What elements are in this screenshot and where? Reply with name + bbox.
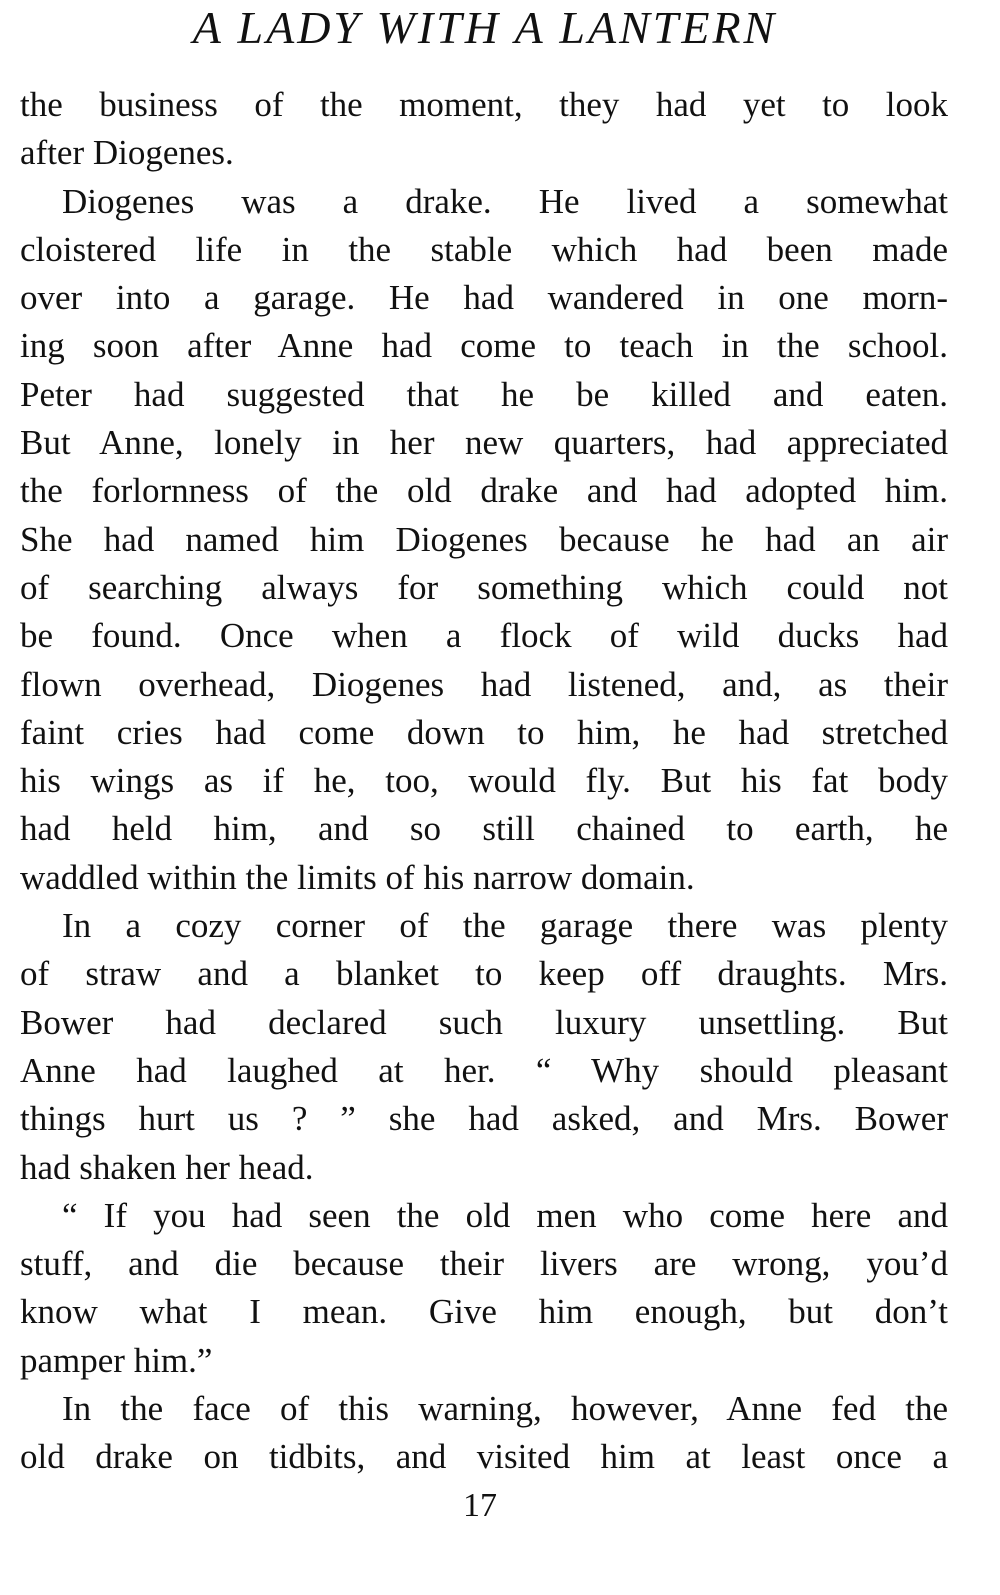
text-line: of searching always for something which could not — [20, 567, 948, 607]
text-line: be found. Once when a flock of wild ducks had — [20, 616, 948, 656]
text-line: In a cozy corner of the garage there was plenty — [62, 906, 948, 946]
text-line: flown overhead, Diogenes had listened, and, as their — [20, 664, 948, 704]
text-line: had shaken her head. — [20, 1147, 314, 1187]
text-line: waddled within the limits of his narrow domain. — [20, 857, 695, 897]
text-line: Anne had laughed at her. “ Why should pleasant — [20, 1050, 948, 1090]
text-line: “ If you had seen the old men who come here and — [62, 1195, 948, 1235]
text-line: of straw and a blanket to keep off draughts. Mrs. — [20, 954, 948, 994]
text-line: In the face of this warning, however, Anne fed the — [62, 1389, 948, 1429]
paragraph-3 — [20, 902, 948, 1192]
paragraph-5 — [20, 1385, 948, 1482]
text-line: cloistered life in the stable which had been made — [20, 229, 948, 269]
text-line: things hurt us ? ” she had asked, and Mrs. Bower — [20, 1099, 948, 1139]
text-line: faint cries had come down to him, he had stretched — [20, 712, 948, 752]
text-line: But Anne, lonely in her new quarters, had appreciated — [20, 423, 948, 463]
text-line: Peter had suggested that he be killed and eaten. — [20, 374, 948, 414]
paragraph-4 — [20, 1192, 948, 1385]
text-line: over into a garage. He had wandered in one morn- — [20, 278, 948, 318]
running-head-title: A LADY WITH A LANTERN — [192, 2, 778, 53]
body-text — [20, 81, 948, 1482]
text-line: know what I mean. Give him enough, but don’t — [20, 1292, 948, 1332]
text-line: the business of the moment, they had yet to look — [20, 85, 948, 124]
text-line: had held him, and so still chained to earth, he — [20, 809, 948, 849]
text-line: after Diogenes. — [20, 133, 234, 173]
text-line: Diogenes was a drake. He lived a somewhat — [62, 181, 948, 221]
text-line: She had named him Diogenes because he had an air — [20, 519, 948, 559]
text-line: ing soon after Anne had come to teach in the school. — [20, 326, 948, 366]
paragraph-2 — [20, 178, 948, 902]
page-number: 17 — [463, 1487, 497, 1524]
paragraph-1 — [20, 81, 948, 178]
text-line: stuff, and die because their livers are wrong, you’d — [20, 1244, 948, 1284]
text-line: his wings as if he, too, would fly. But his fat body — [20, 761, 948, 801]
text-line: old drake on tidbits, and visited him at least once a — [20, 1437, 948, 1477]
text-line: the forlornness of the old drake and had adopted him. — [20, 471, 948, 511]
text-line: pamper him.” — [20, 1340, 213, 1380]
text-line: Bower had declared such luxury unsettling. But — [20, 1002, 948, 1042]
